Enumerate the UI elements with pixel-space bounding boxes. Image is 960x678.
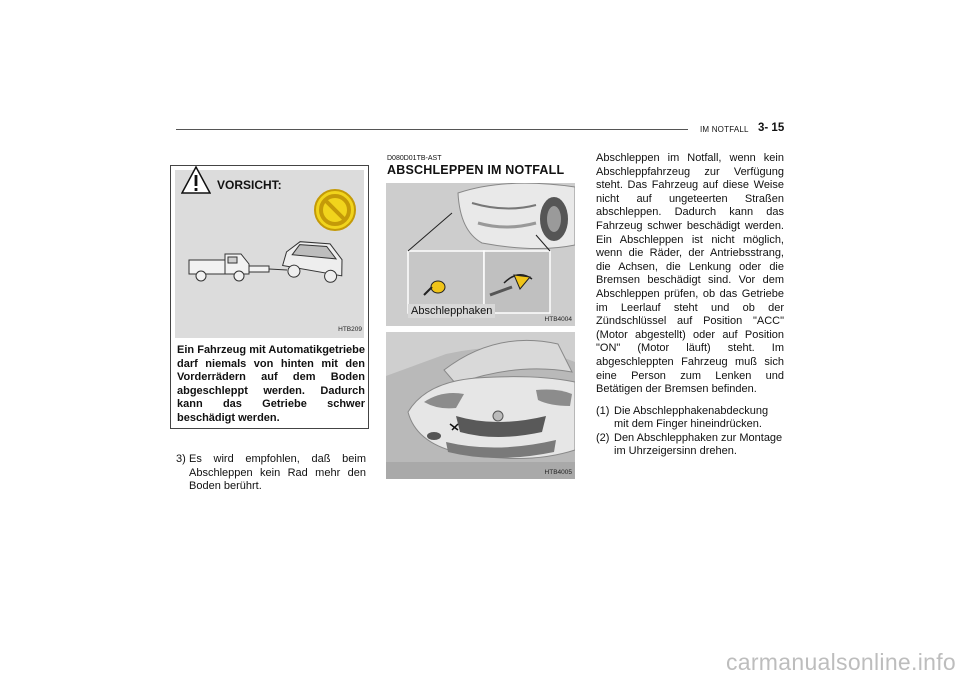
step-item xyxy=(596,405,784,432)
page-number: 3- 15 xyxy=(758,122,785,134)
tow-truck-drawing xyxy=(189,254,287,281)
step-number: (2) xyxy=(596,431,610,444)
caution-box xyxy=(170,165,369,429)
header-section: IM NOTFALL xyxy=(700,125,749,134)
header-rule xyxy=(176,129,688,130)
car-front-photo xyxy=(386,332,575,479)
tow-hook-callout: Abschlepphaken xyxy=(408,304,495,318)
list-number: 3) xyxy=(176,453,186,465)
step-item xyxy=(596,432,784,459)
image-code: HTB209 xyxy=(338,326,362,333)
step-text: Den Abschlepphaken zur Montage im Uhrzeigersinn drehen. xyxy=(614,431,783,458)
step-text: Die Abschlepphakenabdeckung mit dem Finger hineindrücken. xyxy=(614,404,769,431)
tow-hook-photo xyxy=(386,183,575,326)
towed-car-drawing xyxy=(281,238,346,284)
prohibited-sign-icon xyxy=(315,190,355,230)
caution-title: VORSICHT: xyxy=(217,178,282,192)
list-item xyxy=(176,453,366,494)
watermark: carmanualsonline.info xyxy=(725,649,956,675)
warning-triangle-icon xyxy=(181,166,211,199)
section-code: D080D01TB-AST xyxy=(387,155,442,162)
image-code: HTB4004 xyxy=(544,316,572,323)
body-paragraph: Abschleppen im Notfall, wenn kein Abschleppfahrzeug zur Verfügung steht. Das Fahrzeug auf diese Weise nicht auf ungeteerten Straßen abschleppen. Dadurch kann das Fahrzeug schwer beschädigt werden. Ein Abschleppen ist nicht möglich, wenn die Räder, der Antriebsstrang, die Achsen, die Lenkung oder die Bremsen beschädigt sind. Vor dem Abschleppen prüfen, ob das Getriebe im Leerlauf steht und ob der Zündschlüssel auf Position "ACC" (Motor abgestellt) oder auf Position "ON" (Motor läuft) steht. Im abgeschleppten Fahrzeug muß sich eine Person zum Lenken und Betätigen der Bremsen befinden. xyxy=(596,152,784,396)
image-code: HTB4005 xyxy=(544,469,572,476)
right-column xyxy=(596,152,784,459)
caution-text: Ein Fahrzeug mit Automatikgetriebe darf niemals von hinten mit den Vorderrädern auf dem Boden abgeschleppt werden. Dadurch kann das Getriebe schwer beschädigt werden. xyxy=(177,344,365,424)
step-number: (1) xyxy=(596,404,610,417)
list-text: Es wird empfohlen, daß beim Abschleppen kein Rad mehr den Boden berührt. xyxy=(189,453,366,493)
section-title: ABSCHLEPPEN IM NOTFALL xyxy=(387,163,565,177)
